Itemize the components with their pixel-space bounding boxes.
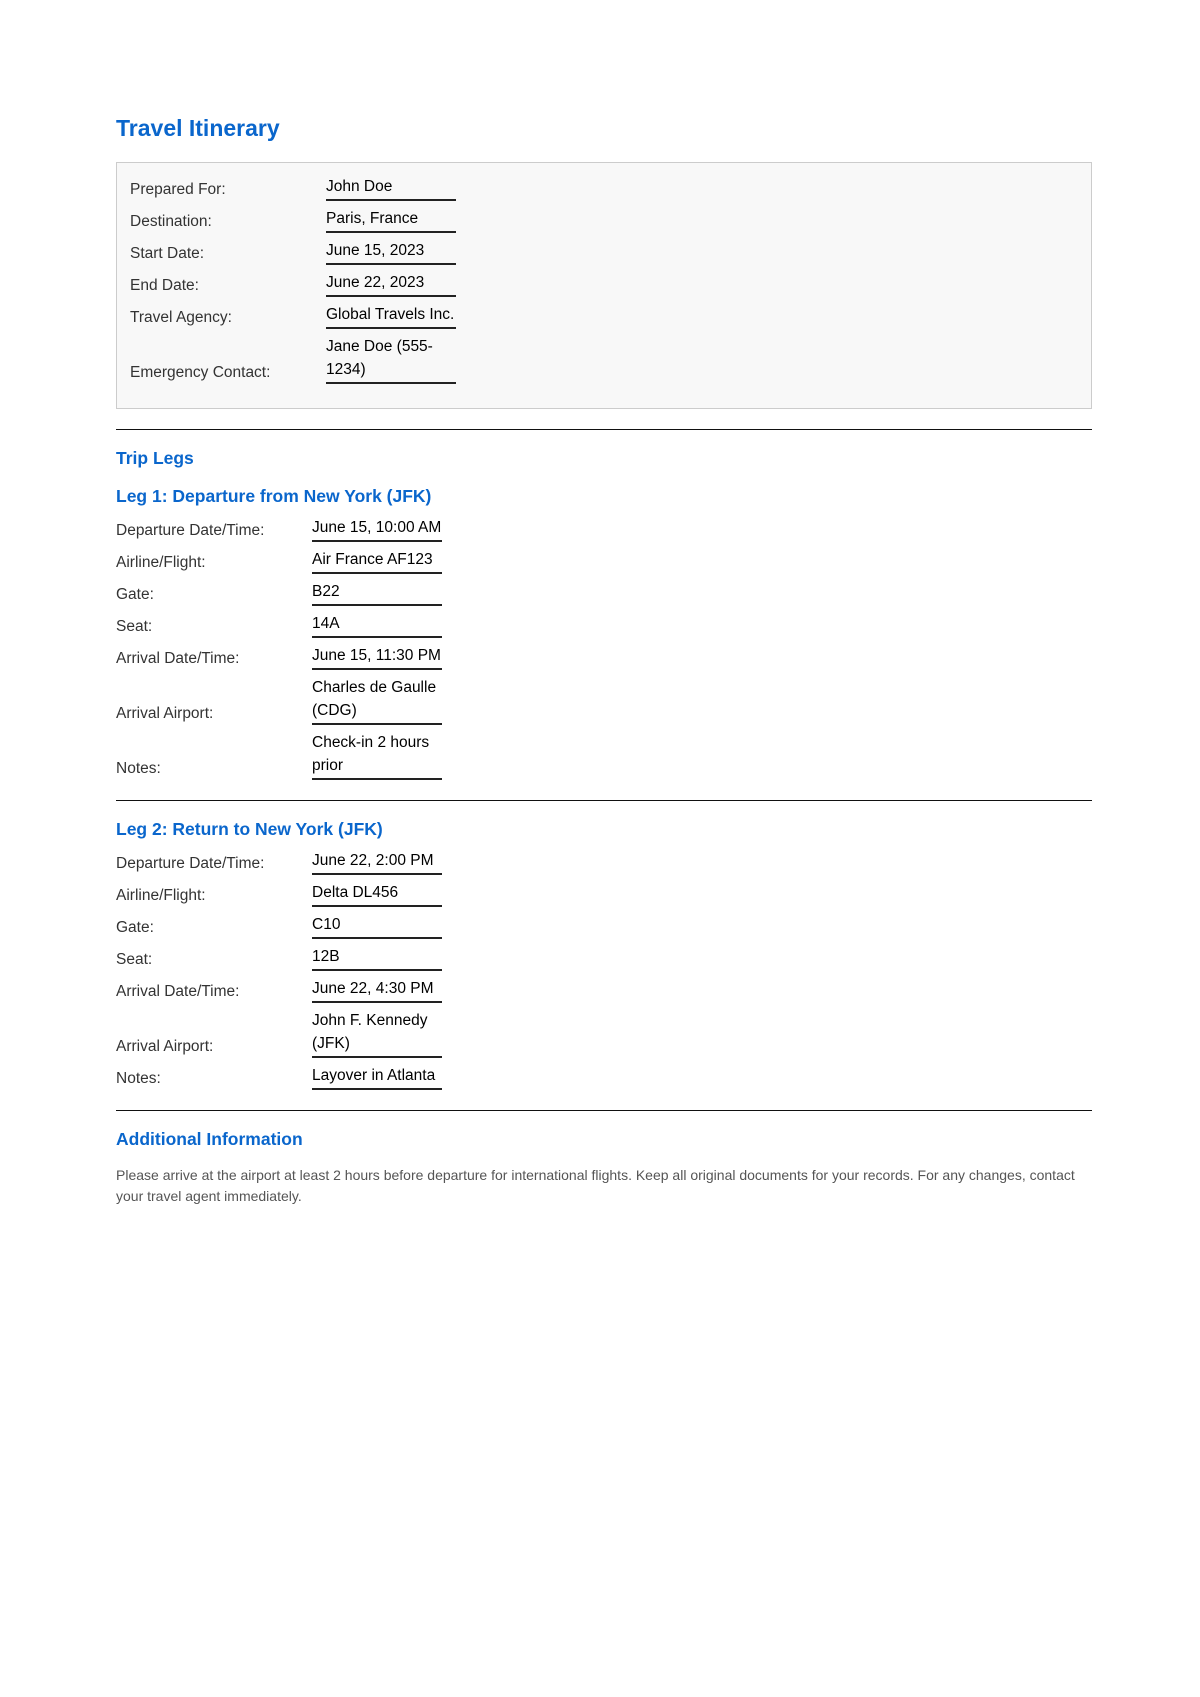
- leg-row: [116, 1064, 1092, 1090]
- leg-row: [116, 1009, 1092, 1058]
- info-row-travel-agency: [130, 303, 1078, 329]
- leg-row: [116, 644, 1092, 670]
- leg-row: [116, 676, 1092, 725]
- info-value: June 22, 2023: [326, 271, 456, 297]
- section-divider: [116, 429, 1092, 430]
- leg-row: [116, 849, 1092, 875]
- section-divider: [116, 1110, 1092, 1111]
- info-row-destination: [130, 207, 1078, 233]
- leg-value: June 22, 4:30 PM: [312, 977, 442, 1003]
- leg-label: Gate:: [116, 919, 154, 936]
- leg-label: Seat:: [116, 618, 153, 635]
- leg-2: [116, 817, 1092, 1090]
- leg-value: 12B: [312, 945, 442, 971]
- leg-value: 14A: [312, 612, 442, 638]
- leg-row: [116, 612, 1092, 638]
- leg-value: B22: [312, 580, 442, 606]
- leg-value: June 15, 10:00 AM: [312, 516, 442, 542]
- leg-row: [116, 516, 1092, 542]
- info-value: Jane Doe (555-1234): [326, 335, 456, 384]
- info-label: Prepared For:: [130, 181, 226, 198]
- leg-value: June 15, 11:30 PM: [312, 644, 442, 670]
- trip-legs-heading: Trip Legs: [116, 448, 194, 468]
- additional-heading: Additional Information: [116, 1129, 303, 1149]
- info-label: Start Date:: [130, 245, 205, 262]
- traveler-info-box: [116, 162, 1092, 409]
- leg-label: Arrival Date/Time:: [116, 983, 240, 1000]
- leg-title: Leg 1: Departure from New York (JFK): [116, 486, 432, 506]
- additional-text: Please arrive at the airport at least 2 hours before departure for international flights. Keep all original documents for your records. For any changes, contact your travel agent immediately.: [116, 1167, 1075, 1204]
- leg-value: Delta DL456: [312, 881, 442, 907]
- leg-row: [116, 548, 1092, 574]
- info-row-emergency-contact: [130, 335, 1078, 384]
- leg-row: [116, 731, 1092, 780]
- info-value: John Doe: [326, 175, 456, 201]
- info-label: End Date:: [130, 277, 199, 294]
- leg-row: [116, 580, 1092, 606]
- leg-row: [116, 945, 1092, 971]
- section-divider: [116, 800, 1092, 801]
- leg-label: Seat:: [116, 951, 153, 968]
- leg-value: Layover in Atlanta: [312, 1064, 442, 1090]
- leg-value: John F. Kennedy (JFK): [312, 1009, 442, 1058]
- info-value: Global Travels Inc.: [326, 303, 456, 329]
- leg-label: Gate:: [116, 586, 154, 603]
- leg-value: Air France AF123: [312, 548, 442, 574]
- page-title: Travel Itinerary: [116, 115, 280, 141]
- info-label: Emergency Contact:: [130, 364, 271, 381]
- additional-information: [116, 1127, 1092, 1207]
- leg-label: Arrival Airport:: [116, 1038, 214, 1055]
- info-row-prepared-for: [130, 175, 1078, 201]
- leg-value: Check-in 2 hours prior: [312, 731, 442, 780]
- leg-label: Arrival Date/Time:: [116, 650, 240, 667]
- info-row-end-date: [130, 271, 1078, 297]
- leg-title: Leg 2: Return to New York (JFK): [116, 819, 383, 839]
- leg-value: June 22, 2:00 PM: [312, 849, 442, 875]
- info-value: June 15, 2023: [326, 239, 456, 265]
- info-value: Paris, France: [326, 207, 456, 233]
- info-label: Travel Agency:: [130, 309, 232, 326]
- info-row-start-date: [130, 239, 1078, 265]
- info-label: Destination:: [130, 213, 212, 230]
- leg-1: [116, 484, 1092, 780]
- leg-row: [116, 913, 1092, 939]
- itinerary-page: [116, 110, 1092, 1221]
- leg-row: [116, 977, 1092, 1003]
- leg-label: Notes:: [116, 760, 161, 777]
- leg-label: Notes:: [116, 1070, 161, 1087]
- leg-label: Departure Date/Time:: [116, 522, 265, 539]
- leg-label: Airline/Flight:: [116, 887, 206, 904]
- leg-value: C10: [312, 913, 442, 939]
- leg-label: Arrival Airport:: [116, 705, 214, 722]
- leg-value: Charles de Gaulle (CDG): [312, 676, 442, 725]
- leg-label: Airline/Flight:: [116, 554, 206, 571]
- leg-label: Departure Date/Time:: [116, 855, 265, 872]
- leg-row: [116, 881, 1092, 907]
